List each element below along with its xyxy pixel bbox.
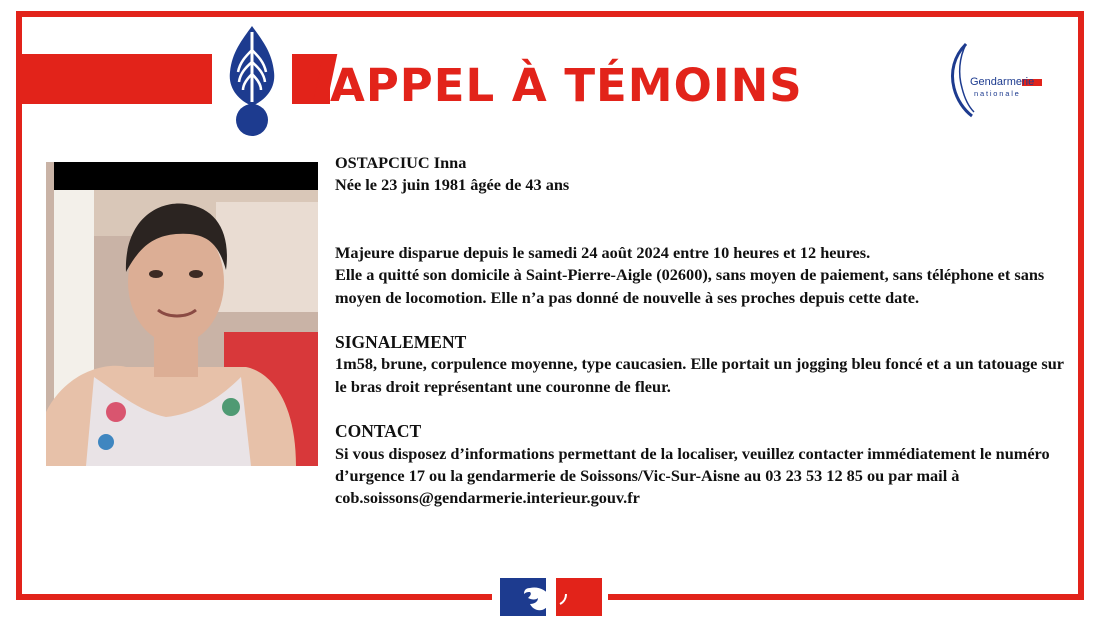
contact-heading: CONTACT (335, 421, 422, 442)
person-name: OSTAPCIUC Inna (335, 153, 467, 172)
disappearance-details: Elle a quitté son domicile à Saint-Pierre-Aigle (02600), sans moyen de paiement, sans téléphone et sans moyen de locomotion. Elle n’a pas donné de nouvelle à ses proches depuis cette date. (335, 265, 1045, 307)
contact-text: Si vous disposez d’informations permettant de la localiser, veuillez contacter immédiatement le numéro d’urgence 17 ou la gendarmerie de Soissons/Vic-Sur-Aisne au 03 23 53 12 85 ou par mail à cob.soissons@gendarmerie.interieur.gouv.fr (335, 443, 1050, 508)
missing-person-photo (46, 162, 318, 466)
person-birth: Née le 23 juin 1981 âgée de 43 ans (335, 175, 570, 195)
notice-text (335, 152, 1065, 510)
gendarmerie-logo-line1: Gendarmerie (970, 76, 1035, 88)
gendarmerie-logo-line2: nationale (974, 89, 1021, 98)
signalement-text: 1m58, brune, corpulence moyenne, type caucasien. Elle portait un jogging bleu foncé et a un tatouage sur le bras droit représentant une couronne de fleur. (335, 354, 1064, 396)
gendarmerie-grenade-icon (212, 22, 292, 138)
page-title: APPEL À TÉMOINS (330, 59, 803, 112)
disappearance-date: Majeure disparue depuis le samedi 24 août 2024 entre 10 heures et 12 heures. (335, 242, 871, 262)
signalement-heading: SIGNALEMENT (335, 332, 467, 353)
republique-francaise-logo (500, 578, 602, 616)
gendarmerie-logo (944, 38, 1054, 122)
